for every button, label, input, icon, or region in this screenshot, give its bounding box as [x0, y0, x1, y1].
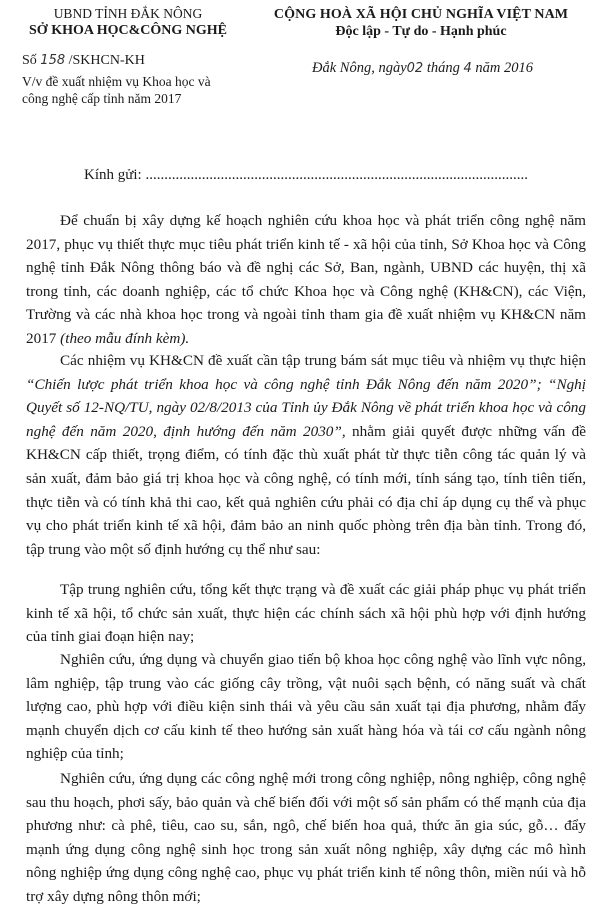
subject-line-1: V/v đề xuất nhiệm vụ Khoa học và [22, 74, 211, 89]
document-subject [22, 73, 252, 107]
document-number [22, 53, 145, 69]
p2-text-a: Các nhiệm vụ KH&CN đề xuất cần tập trung bám sát mục tiêu và nhiệm vụ thực hiện [60, 352, 586, 369]
recipient-blank: ...................................................................................................... [145, 167, 528, 183]
body-paragraph-4: Nghiên cứu, ứng dụng và chuyển giao tiến bộ khoa học công nghệ vào lĩnh vực nông, lâm nghiệp, tập trung vào các giống cây trồng, vật nuôi sạch bệnh, có năng suất và chất lượng cao, phù hợp với điều kiện sinh thái và yêu cầu sản xuất tại địa phương, nhằm đẩy mạnh chuyển dịch cơ cấu kinh tế theo hướng sản xuất hàng hóa và tái cơ cấu ngành nông nghiệp của tỉnh; [26, 651, 586, 763]
handwritten-day: 02 [406, 61, 424, 76]
recipient-line [84, 167, 575, 184]
agency-name: UBND TỈNH ĐẮK NÔNG [53, 6, 203, 21]
month-label: tháng [426, 60, 460, 76]
handwritten-number: 158 [40, 53, 66, 68]
p2-text-b: nhằm giải quyết được những vấn đề KH&CN cấp thiết, trọng điểm, có tính đặc thù xuất phát từ thực tiễn công tác quản lý và sản xuất, đảm bảo giá trị khoa học và công nghệ, có tính mới, tính sáng tạo, tính tiên tiến, thực tiễn và có tính khả thi cao, kết quả nghiên cứu phải có địa chỉ áp dụng cụ thể và phục vụ cho phát triển kinh tế xã hội, đảm bảo an ninh quốc phòng trên địa bàn tỉnh. Trong đó, tập trung vào một số định hướng cụ thể như sau: [26, 422, 586, 558]
date-place: Đắk Nông, ngày [312, 60, 407, 76]
number-prefix: Số [22, 53, 37, 68]
handwritten-month: 4 [463, 61, 472, 76]
issuer-header [12, 6, 244, 39]
p1-italic-note: (theo mẫu đính kèm). [60, 329, 190, 347]
p2-italic-references: “Chiến lược phát triển khoa học và công nghệ tỉnh Đắk Nông đến năm 2020”; “Nghị Quyết số 12-NQ/TU, ngày 02/8/2013 của Tỉnh ủy Đắk Nông về phát triển khoa học và công nghệ đến năm 2020, định hướng đến năm 2030”, [26, 375, 586, 440]
national-motto: Độc lập - Tự do - Hạnh phúc [335, 24, 507, 39]
body-paragraph-2 [26, 349, 586, 561]
body-paragraph-5: Nghiên cứu, ứng dụng các công nghệ mới trong công nghiệp, nông nghiệp, công nghệ sau thu hoạch, phơi sấy, bảo quản và chế biến đối với một số sản phẩm có thế mạnh của địa phương như: cà phê, tiêu, cao su, sắn, ngô, chế biến hoa quả, thức ăn gia súc, gỗ… đẩy mạnh ứng dụng công nghệ sinh học trong sản xuất nông nghiệp, xây dựng các mô hình nông nghiệp ứng dụng công nghệ cao, phục vụ phát triển kinh tế nông thôn, miền núi và hỗ trợ xây dựng nông thôn mới; [26, 770, 586, 905]
p1-text: Để chuẩn bị xây dựng kế hoạch nghiên cứu khoa học và phát triển công nghệ năm 2017, phục vụ thiết thực mục tiêu phát triển kinh tế - xã hội của tỉnh, Sở Khoa học và Công nghệ tỉnh Đắk Nông thông báo và đề nghị các Sở, Ban, ngành, UBND các huyện, thị xã trong tỉnh, các doanh nghiệp, các tổ chức Khoa học và Công nghệ (KH&CN), các Viện, Trường và các nhà khoa học trong và ngoài tỉnh tham gia đề xuất nhiệm vụ KH&CN năm 2017 [26, 212, 586, 347]
date-line [312, 60, 533, 77]
number-suffix: /SKHCN-KH [68, 53, 145, 68]
body-paragraph-3: Tập trung nghiên cứu, tổng kết thực trạng và đề xuất các giải pháp phục vụ phát triển kinh tế xã hội, tổ chức sản xuất, thực hiện các chính sách xã hội phù hợp với định hướng của tỉnh giai đoạn hiện nay; [26, 581, 586, 646]
nation-title: CỘNG HOÀ XÃ HỘI CHỦ NGHĨA VIỆT NAM [273, 7, 569, 22]
body-paragraph-1 [26, 209, 586, 351]
recipient-label: Kính gửi: [84, 167, 142, 183]
subject-line-2: công nghệ cấp tỉnh năm 2017 [22, 91, 182, 106]
department-name: SỞ KHOA HỌC&CÔNG NGHỆ [29, 23, 227, 38]
date-year: năm 2016 [475, 60, 533, 76]
national-header [248, 6, 594, 40]
